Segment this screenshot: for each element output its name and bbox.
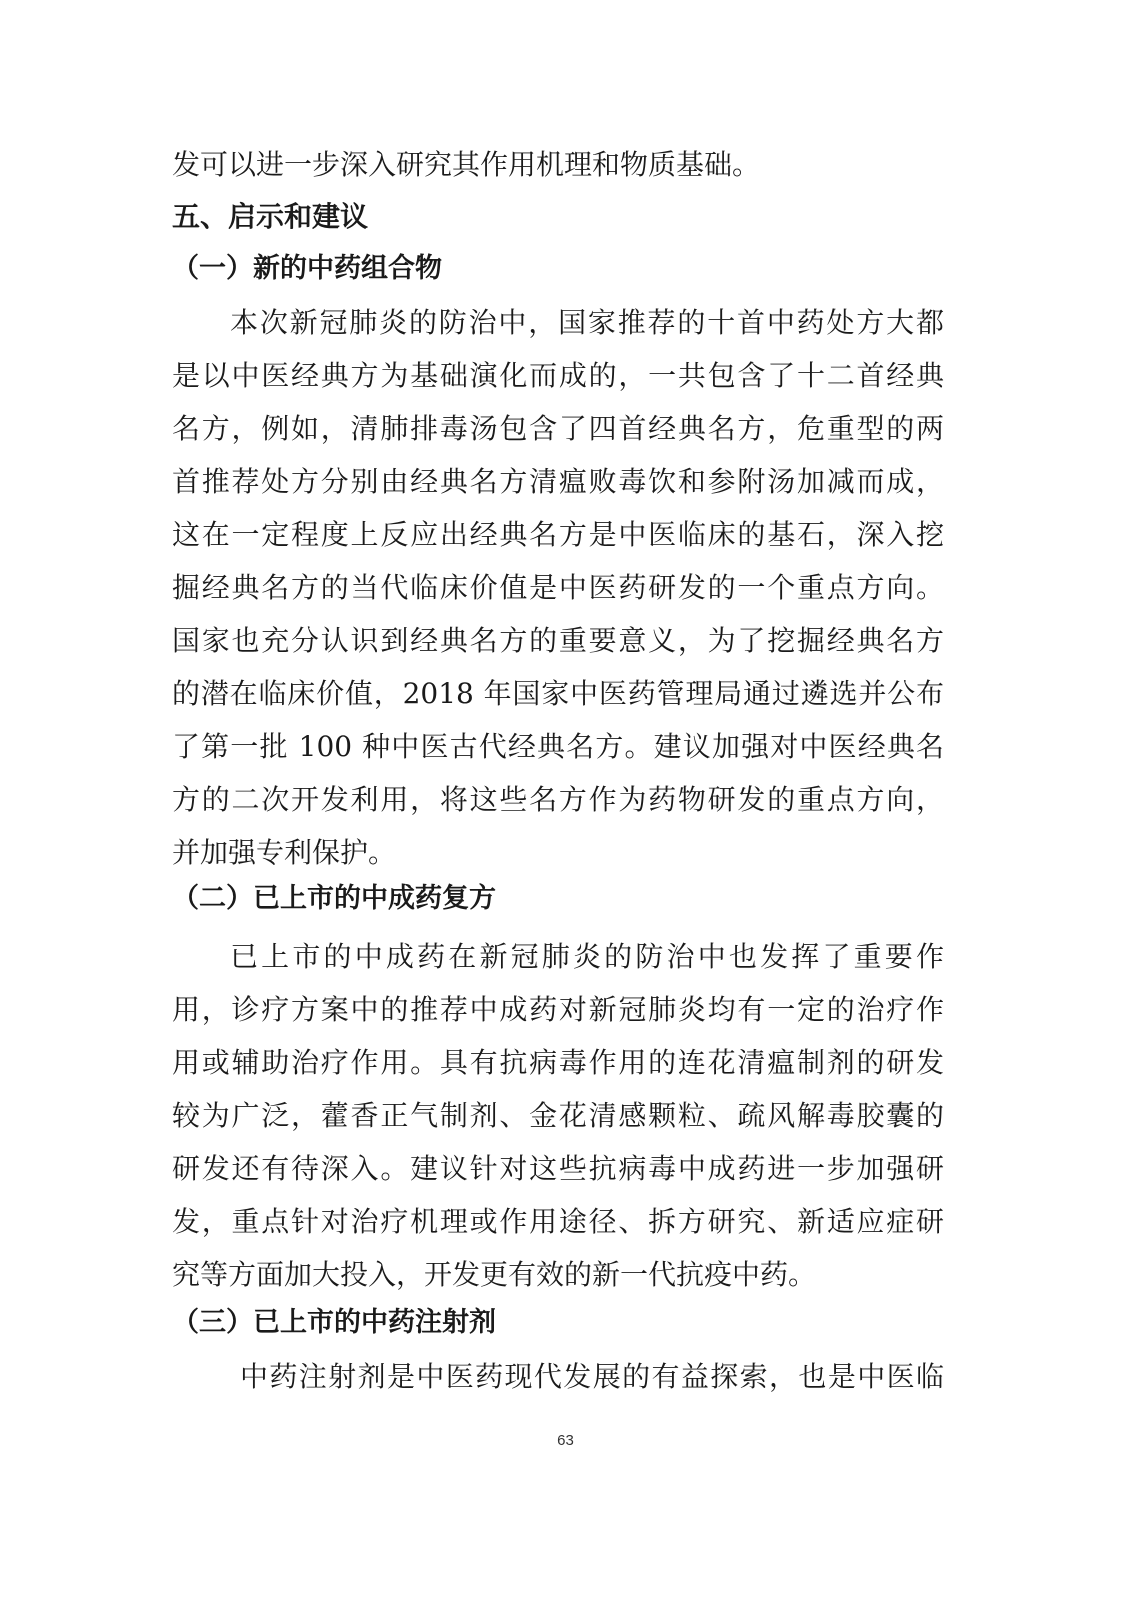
- paragraph-line: 发，重点针对治疗机理或作用途径、拆方研究、新适应症研: [172, 1205, 944, 1238]
- paragraph-line: 掘经典名方的当代临床价值是中医药研发的一个重点方向。: [172, 571, 944, 604]
- paragraph-line: 究等方面加大投入，开发更有效的新一代抗疫中药。: [172, 1258, 817, 1291]
- section-heading: 五、启示和建议: [172, 200, 369, 233]
- paragraph-line: 这在一定程度上反应出经典名方是中医临床的基石，深入挖: [172, 518, 944, 551]
- paragraph-line: 了第一批 100 种中医古代经典名方。建议加强对中医经典名: [172, 730, 944, 763]
- page-number: 63: [557, 1432, 574, 1449]
- paragraph-line: 已上市的中成药在新冠肺炎的防治中也发挥了重要作: [230, 940, 944, 973]
- subsection-heading-2: （二）已上市的中成药复方: [172, 883, 496, 914]
- paragraph-line: 研发还有待深入。建议针对这些抗病毒中成药进一步加强研: [172, 1152, 944, 1185]
- paragraph-line: 名方，例如，清肺排毒汤包含了四首经典名方，危重型的两: [172, 412, 944, 445]
- paragraph-line: 的潜在临床价值，2018 年国家中医药管理局通过遴选并公布: [172, 677, 944, 710]
- subsection-heading-3: （三）已上市的中药注射剂: [172, 1307, 496, 1338]
- paragraph-line: 用或辅助治疗作用。具有抗病毒作用的连花清瘟制剂的研发: [172, 1046, 944, 1079]
- paragraph-line: 国家也充分认识到经典名方的重要意义，为了挖掘经典名方: [172, 624, 944, 657]
- paragraph-line: 首推荐处方分别由经典名方清瘟败毒饮和参附汤加减而成，: [172, 465, 944, 498]
- subsection-heading-1: （一）新的中药组合物: [172, 253, 442, 284]
- paragraph-line: 中药注射剂是中医药现代发展的有益探索，也是中医临: [240, 1360, 944, 1393]
- paragraph-line: 用，诊疗方案中的推荐中成药对新冠肺炎均有一定的治疗作: [172, 993, 944, 1026]
- paragraph-line: 是以中医经典方为基础演化而成的，一共包含了十二首经典: [172, 359, 944, 392]
- paragraph-line: 并加强专利保护。: [172, 836, 397, 869]
- paragraph-line: 方的二次开发利用，将这些名方作为药物研发的重点方向，: [172, 783, 944, 816]
- paragraph-line: 较为广泛，藿香正气制剂、金花清感颗粒、疏风解毒胶囊的: [172, 1099, 944, 1132]
- paragraph-line: 本次新冠肺炎的防治中，国家推荐的十首中药处方大都: [230, 306, 944, 339]
- paragraph-continuation: 发可以进一步深入研究其作用机理和物质基础。: [172, 148, 761, 181]
